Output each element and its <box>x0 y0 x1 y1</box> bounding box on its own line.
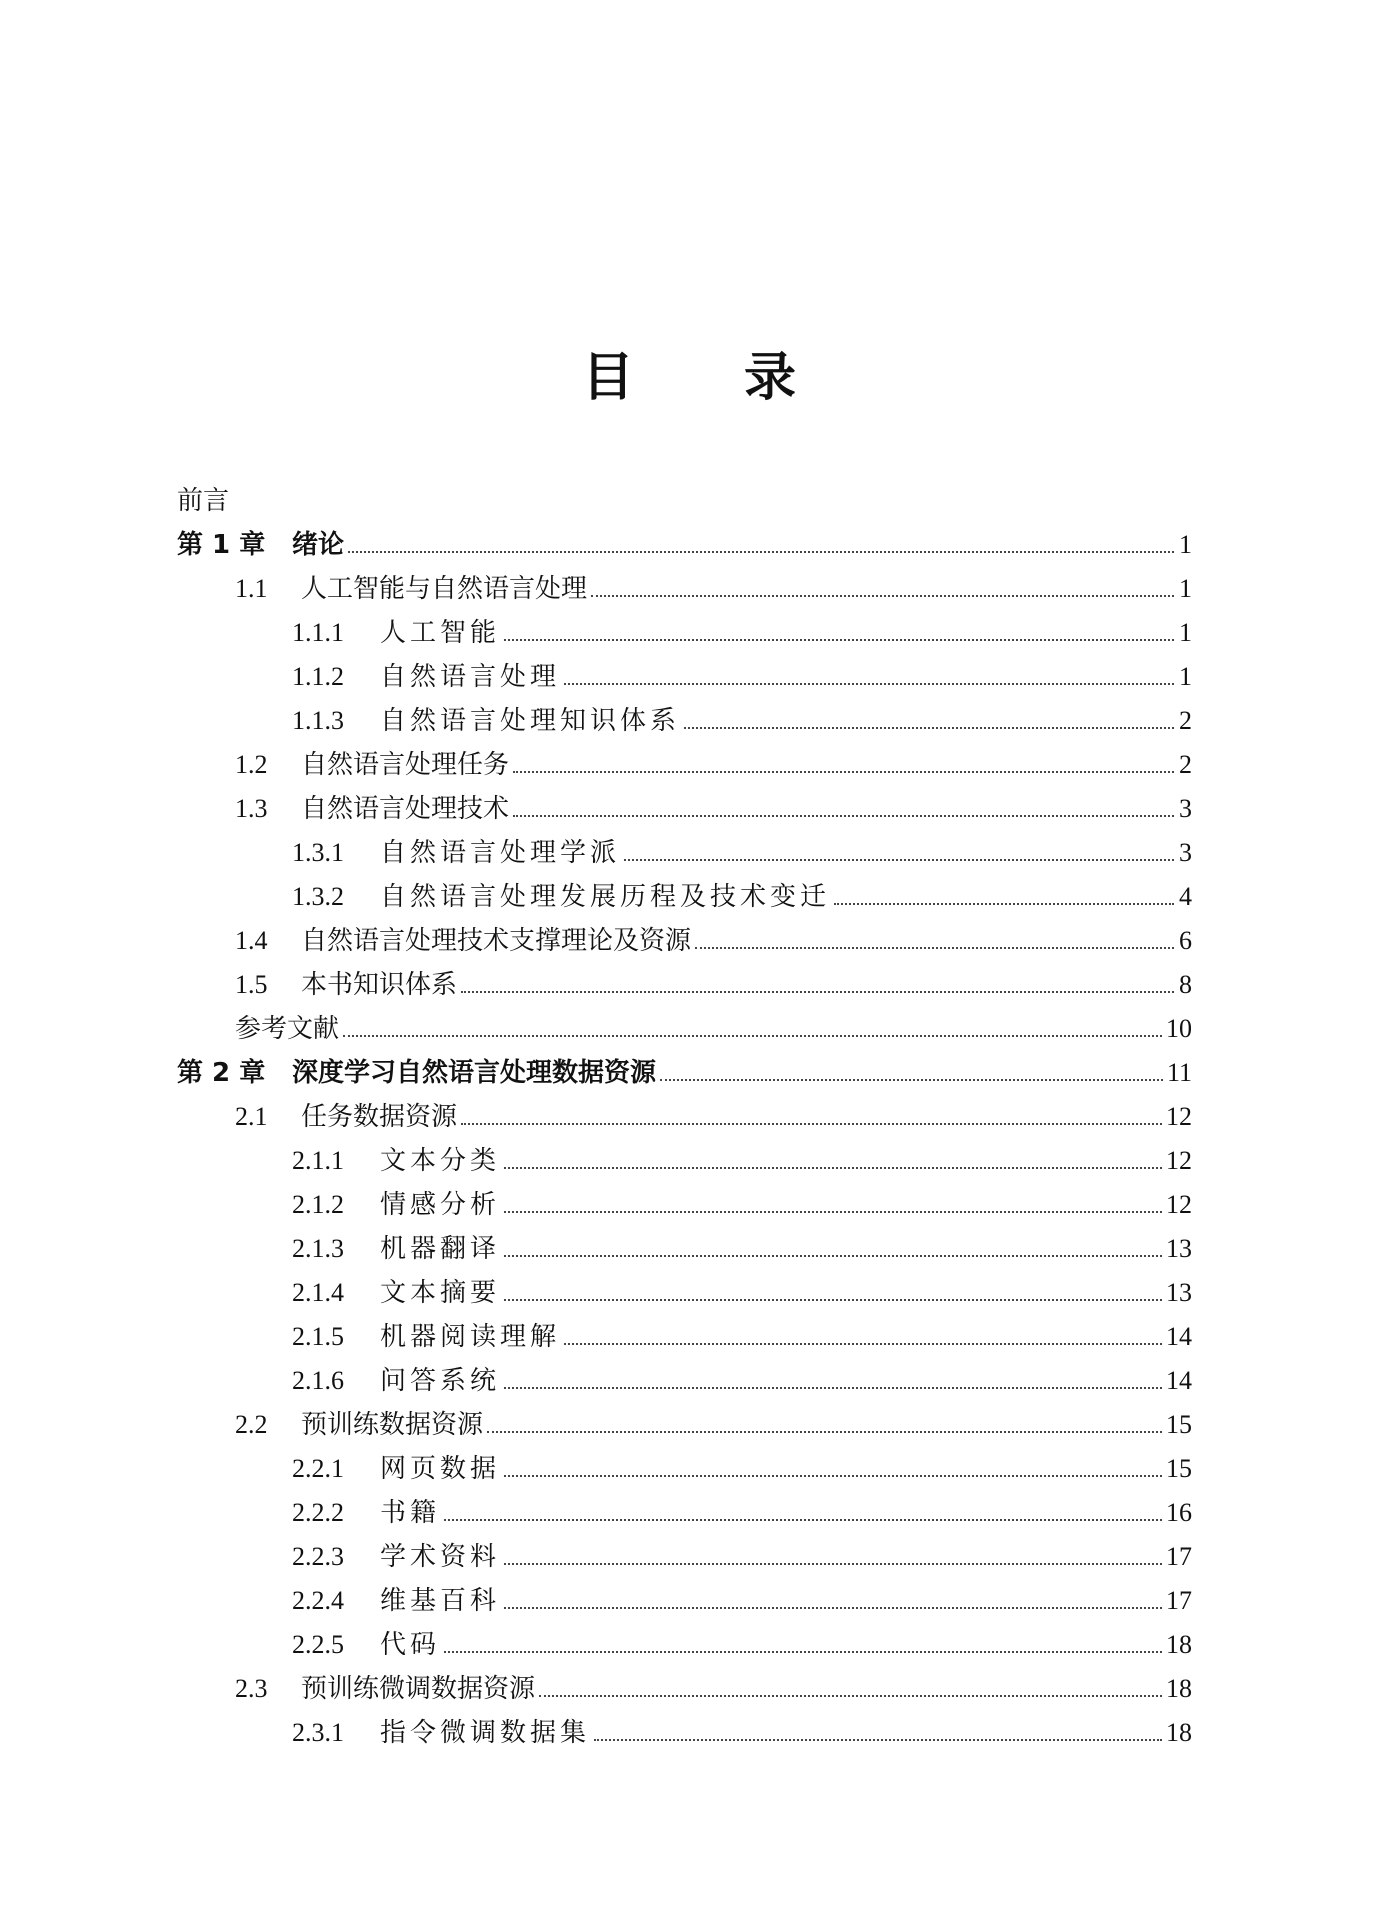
dot-leader <box>591 595 1174 597</box>
toc-entry-number: 1.5 <box>235 970 268 999</box>
toc-entry[interactable] <box>177 734 1192 778</box>
toc-entry-page-number: 18 <box>1166 1718 1192 1747</box>
toc-entry-title: 机器翻译 <box>380 1234 501 1264</box>
toc-entry[interactable] <box>177 1658 1192 1702</box>
dot-leader <box>504 639 1174 641</box>
toc-entry-number: 1.3 <box>235 794 268 823</box>
toc-entry-title: 绪论 <box>292 530 345 560</box>
toc-entry-page-number: 1 <box>1179 618 1192 647</box>
toc-entry-title: 情感分析 <box>380 1190 501 1220</box>
toc-entry-number: 2.3 <box>235 1674 268 1703</box>
toc-entry-title: 自然语言处理技术 <box>301 794 510 824</box>
dot-leader <box>564 1343 1162 1345</box>
dot-leader <box>624 859 1174 861</box>
dot-leader <box>461 991 1174 993</box>
toc-entry-number: 1.1.1 <box>292 618 344 647</box>
dot-leader <box>513 815 1174 817</box>
dot-leader <box>504 1211 1162 1213</box>
toc-entry[interactable] <box>177 1306 1192 1350</box>
toc-entry[interactable] <box>177 1086 1192 1130</box>
dot-leader <box>504 1387 1162 1389</box>
toc-entry[interactable] <box>177 1394 1192 1438</box>
toc-entry-page-number: 3 <box>1179 794 1192 823</box>
dot-leader <box>487 1431 1162 1433</box>
toc-entry-page-number: 4 <box>1179 882 1192 911</box>
toc-entry-title: 预训练微调数据资源 <box>301 1674 536 1704</box>
toc-entry-number: 2.1.1 <box>292 1146 344 1175</box>
toc-entry-page-number: 1 <box>1179 530 1192 559</box>
toc-entry-number: 1.3.1 <box>292 838 344 867</box>
dot-leader <box>504 1475 1162 1477</box>
toc-entry-page-number: 2 <box>1179 750 1192 779</box>
toc-entry-title: 自然语言处理技术支撑理论及资源 <box>301 926 692 956</box>
toc-entry-number: 2.2.4 <box>292 1586 344 1615</box>
toc-entry[interactable] <box>177 514 1192 558</box>
toc-entry-page-number: 18 <box>1166 1630 1192 1659</box>
toc-entry[interactable] <box>177 1350 1192 1394</box>
toc-entry-page-number: 17 <box>1166 1542 1192 1571</box>
dot-leader <box>660 1079 1163 1081</box>
toc-entry-page-number: 12 <box>1166 1190 1192 1219</box>
toc-entry[interactable] <box>177 998 1192 1042</box>
table-of-contents <box>177 470 1192 1746</box>
dot-leader <box>444 1651 1162 1653</box>
dot-leader <box>539 1695 1162 1697</box>
toc-entry-title: 本书知识体系 <box>301 970 458 1000</box>
toc-entry[interactable] <box>177 954 1192 998</box>
toc-entry-number: 2.1.3 <box>292 1234 344 1263</box>
toc-entry[interactable] <box>177 866 1192 910</box>
toc-entry-number: 2.1.4 <box>292 1278 344 1307</box>
toc-entry[interactable] <box>177 1526 1192 1570</box>
toc-entry-number: 1.3.2 <box>292 882 344 911</box>
toc-entry-page-number: 15 <box>1166 1454 1192 1483</box>
toc-entry-title: 书籍 <box>380 1498 441 1528</box>
dot-leader <box>684 727 1174 729</box>
toc-entry-number: 1.4 <box>235 926 268 955</box>
dot-leader <box>594 1739 1162 1741</box>
toc-entry[interactable] <box>177 1262 1192 1306</box>
toc-entry[interactable] <box>177 602 1192 646</box>
toc-entry-page-number: 16 <box>1166 1498 1192 1527</box>
toc-entry-number: 2.2 <box>235 1410 268 1439</box>
toc-entry-number: 1.1.3 <box>292 706 344 735</box>
toc-entry-number: 1.1.2 <box>292 662 344 691</box>
toc-entry-title: 人工智能与自然语言处理 <box>301 574 588 604</box>
toc-entry-page-number: 14 <box>1166 1322 1192 1351</box>
toc-entry-title: 任务数据资源 <box>301 1102 458 1132</box>
dot-leader <box>461 1123 1162 1125</box>
toc-entry-title: 问答系统 <box>380 1366 501 1396</box>
toc-entry-title: 自然语言处理知识体系 <box>380 706 681 736</box>
toc-entry-page-number: 13 <box>1166 1234 1192 1263</box>
title-char-1: 目 <box>581 348 634 408</box>
dot-leader <box>444 1519 1162 1521</box>
toc-entry-page-number: 12 <box>1166 1146 1192 1175</box>
toc-entry-title: 预训练数据资源 <box>301 1410 484 1440</box>
toc-entry-number: 2.1.6 <box>292 1366 344 1395</box>
toc-entry[interactable] <box>177 690 1192 734</box>
toc-entry-number: 第 2 章 <box>177 1058 266 1088</box>
toc-entry[interactable] <box>177 1614 1192 1658</box>
toc-entry-title: 文本摘要 <box>380 1278 501 1308</box>
toc-entry-title: 机器阅读理解 <box>380 1322 561 1352</box>
toc-entry-number: 2.2.5 <box>292 1630 344 1659</box>
toc-entry-page-number: 2 <box>1179 706 1192 735</box>
toc-entry-page-number: 8 <box>1179 970 1192 999</box>
toc-entry-title: 自然语言处理 <box>380 662 561 692</box>
toc-entry-page-number: 13 <box>1166 1278 1192 1307</box>
toc-entry[interactable] <box>177 822 1192 866</box>
page-title <box>0 348 1378 408</box>
toc-entry-number: 第 1 章 <box>177 530 266 560</box>
toc-entry-page-number: 1 <box>1179 662 1192 691</box>
toc-entry[interactable] <box>177 910 1192 954</box>
toc-entry[interactable] <box>177 1438 1192 1482</box>
toc-entry-page-number: 6 <box>1179 926 1192 955</box>
toc-entry-title: 自然语言处理发展历程及技术变迁 <box>380 882 831 912</box>
toc-entry[interactable] <box>177 778 1192 822</box>
toc-entry-number: 2.1 <box>235 1102 268 1131</box>
toc-entry-title: 维基百科 <box>380 1586 501 1616</box>
toc-entry[interactable] <box>177 1130 1192 1174</box>
toc-entry-title: 参考文献 <box>235 1014 340 1044</box>
toc-entry-page-number: 10 <box>1166 1014 1192 1043</box>
toc-entry-page-number: 11 <box>1166 1058 1192 1087</box>
toc-entry-number: 2.3.1 <box>292 1718 344 1747</box>
toc-entry[interactable] <box>177 1042 1192 1086</box>
toc-entry-title: 自然语言处理学派 <box>380 838 621 868</box>
toc-entry[interactable] <box>177 558 1192 602</box>
toc-entry[interactable] <box>177 1174 1192 1218</box>
toc-entry-number: 2.1.5 <box>292 1322 344 1351</box>
toc-entry-number: 1.2 <box>235 750 268 779</box>
dot-leader <box>504 1167 1162 1169</box>
dot-leader <box>564 683 1174 685</box>
title-char-2: 录 <box>744 348 797 408</box>
toc-entry-number: 2.2.1 <box>292 1454 344 1483</box>
toc-entry-page-number: 1 <box>1179 574 1192 603</box>
toc-entry-page-number: 17 <box>1166 1586 1192 1615</box>
toc-entry-page-number: 3 <box>1179 838 1192 867</box>
toc-entry-page-number: 14 <box>1166 1366 1192 1395</box>
toc-entry-title: 人工智能 <box>380 618 501 648</box>
dot-leader <box>504 1563 1162 1565</box>
toc-entry-number: 2.2.2 <box>292 1498 344 1527</box>
toc-entry-title: 自然语言处理任务 <box>301 750 510 780</box>
toc-entry-number: 1.1 <box>235 574 268 603</box>
toc-entry-title: 指令微调数据集 <box>380 1718 591 1748</box>
dot-leader <box>834 903 1174 905</box>
toc-entry-number: 2.1.2 <box>292 1190 344 1219</box>
dot-leader <box>504 1299 1162 1301</box>
dot-leader <box>695 947 1174 949</box>
toc-entry-title: 深度学习自然语言处理数据资源 <box>292 1058 657 1088</box>
toc-entry-title: 学术资料 <box>380 1542 501 1572</box>
toc-entry[interactable] <box>177 470 1192 514</box>
toc-entry[interactable] <box>177 1702 1192 1746</box>
toc-entry[interactable] <box>177 646 1192 690</box>
toc-entry[interactable] <box>177 1482 1192 1526</box>
toc-entry-title: 文本分类 <box>380 1146 501 1176</box>
toc-entry-title: 前言 <box>177 486 230 516</box>
dot-leader <box>348 551 1174 553</box>
toc-entry-title: 代码 <box>380 1630 441 1660</box>
toc-entry-page-number: 18 <box>1166 1674 1192 1703</box>
toc-entry-page-number: 12 <box>1166 1102 1192 1131</box>
dot-leader <box>513 771 1174 773</box>
dot-leader <box>504 1607 1162 1609</box>
dot-leader <box>343 1035 1162 1037</box>
toc-entry-page-number: 15 <box>1166 1410 1192 1439</box>
dot-leader <box>504 1255 1162 1257</box>
toc-entry-number: 2.2.3 <box>292 1542 344 1571</box>
toc-entry-title: 网页数据 <box>380 1454 501 1484</box>
toc-entry[interactable] <box>177 1570 1192 1614</box>
toc-entry[interactable] <box>177 1218 1192 1262</box>
